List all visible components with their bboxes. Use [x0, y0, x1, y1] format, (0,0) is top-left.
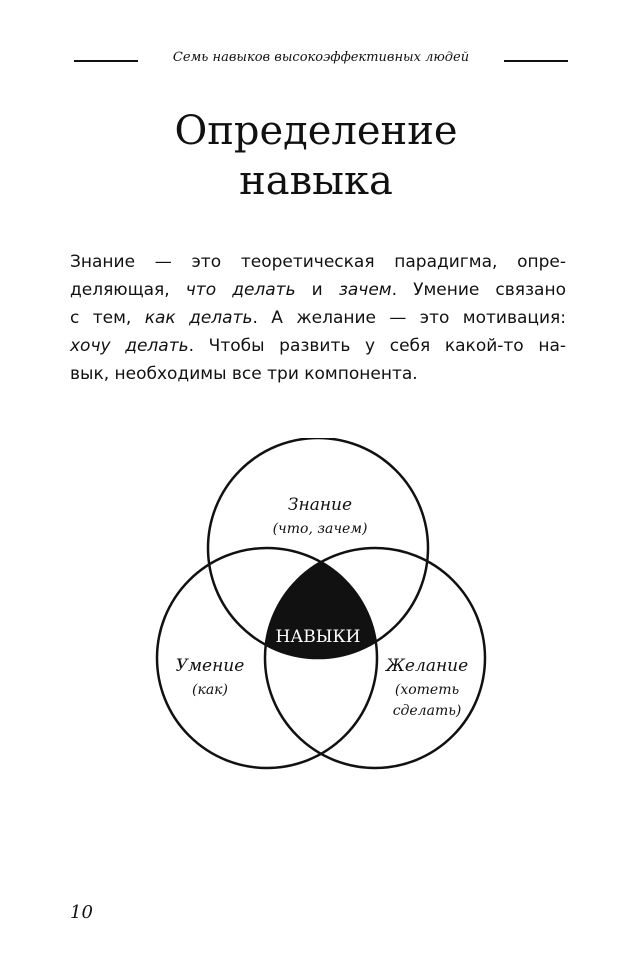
- desire-detail-line-2: сделать): [392, 703, 462, 719]
- paragraph-line: вык, необходимы все три компонента.: [70, 364, 418, 384]
- page-number: 10: [70, 902, 93, 923]
- knowledge-detail: (что, зачем): [272, 521, 368, 537]
- ability-detail: (как): [192, 682, 228, 698]
- running-header: [74, 50, 568, 70]
- text-run: . А желание — это мотивация:: [252, 308, 566, 328]
- header-rule-right: [504, 60, 568, 62]
- text-run: . Чтобы развить у себя какой-то на-: [188, 336, 567, 356]
- desire-label: Желание: [385, 656, 469, 676]
- header-rule-left: [74, 60, 138, 62]
- emphasis: как делать: [144, 308, 253, 328]
- emphasis: зачем: [338, 280, 392, 300]
- body-paragraph: [70, 248, 566, 388]
- desire-detail-line-1: (хотеть: [394, 682, 460, 698]
- paragraph-line: Знание — это теоретическая парадигма, опре-: [70, 252, 566, 272]
- knowledge-label: Знание: [287, 495, 353, 515]
- paragraph-line: [70, 276, 566, 304]
- page-title: [0, 106, 632, 206]
- emphasis: что делать: [185, 280, 296, 300]
- page-title-line-2: навыка: [239, 158, 393, 204]
- ability-label: Умение: [175, 656, 245, 676]
- text-run: . Умение связано: [391, 280, 566, 300]
- running-title: Семь навыков высокоэффективных людей: [172, 50, 470, 65]
- text-run: с тем,: [70, 308, 145, 328]
- skills-label: НАВЫКИ: [275, 627, 361, 647]
- text-run: и: [295, 280, 339, 300]
- emphasis: хочу делать: [70, 336, 189, 356]
- page-title-line-1: Определение: [174, 108, 458, 154]
- paragraph-line: [70, 304, 566, 332]
- paragraph-line: [70, 332, 566, 360]
- text-run: деляющая,: [70, 280, 186, 300]
- venn-diagram: [140, 438, 500, 788]
